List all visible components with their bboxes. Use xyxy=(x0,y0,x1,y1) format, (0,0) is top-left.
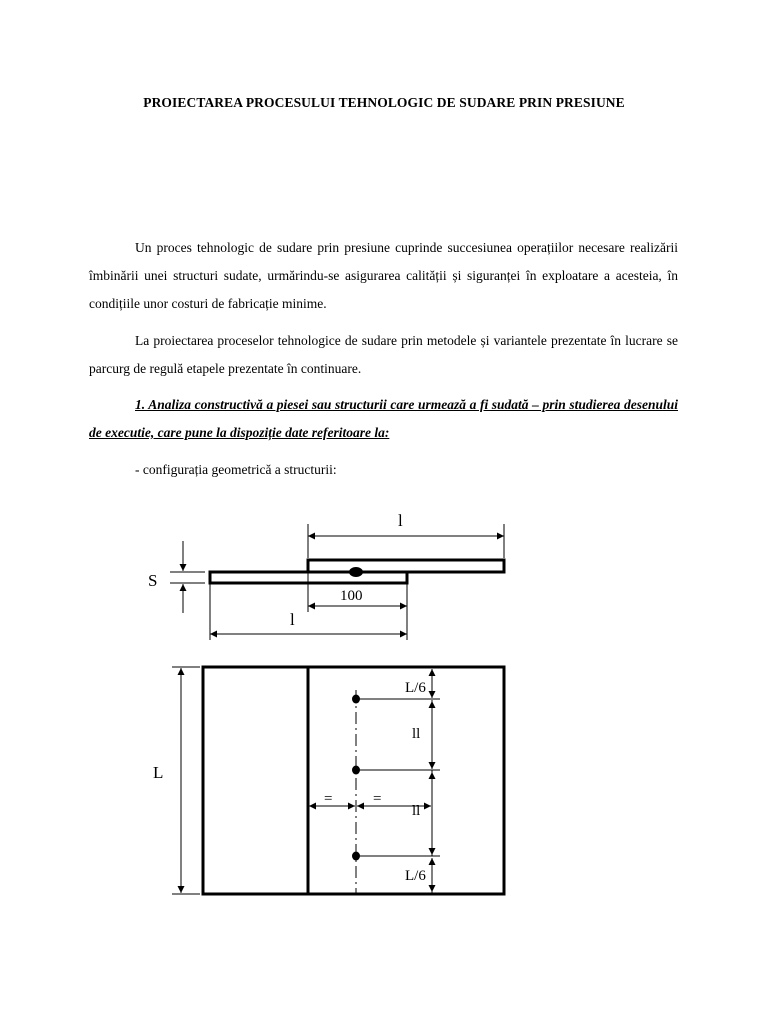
label-100: 100 xyxy=(340,588,363,604)
label-eq-right: = xyxy=(373,791,382,807)
label-l-bottom: l xyxy=(290,610,295,629)
side-view xyxy=(148,511,504,640)
paragraph-design-stages-text: La proiectarea proceselor tehnologice de sudare prin metodele și variantele prezentate în lucrare se parcurg de regulă etapele prezentate în continuare. xyxy=(89,333,678,376)
weld-spot xyxy=(349,567,363,577)
label-ll-1: ll xyxy=(412,726,421,742)
label-s: S xyxy=(148,571,158,590)
label-l6-bottom: L/6 xyxy=(405,868,426,884)
label-l6-top: L/6 xyxy=(405,680,426,696)
upper-plate xyxy=(308,560,504,572)
paragraph-intro-text: Un proces tehnologic de sudare prin presiune cuprinde succesiunea operațiilor necesare realizării îmbinării unei structuri sudate, urmărindu-se asigurarea calității și siguranței în exploatare a acesteia, în condițiile unor costuri de fabricație minime. xyxy=(89,240,678,311)
top-view xyxy=(153,667,504,894)
label-ll-2: ll xyxy=(412,803,421,819)
list-item-geometry-text: - configurația geometrică a structurii: xyxy=(135,462,337,477)
section-heading-text: 1. Analiza constructivă a piesei sau structurii care urmează a fi sudată – prin studierea desenului de executie, care pune la dispoziție date referitoare la: xyxy=(89,397,678,440)
label-eq-left: = xyxy=(324,791,333,807)
label-L: L xyxy=(153,763,164,782)
document-title: PROIECTAREA PROCESULUI TEHNOLOGIC DE SUDARE PRIN PRESIUNE xyxy=(143,95,625,110)
label-l-top: l xyxy=(398,511,403,530)
